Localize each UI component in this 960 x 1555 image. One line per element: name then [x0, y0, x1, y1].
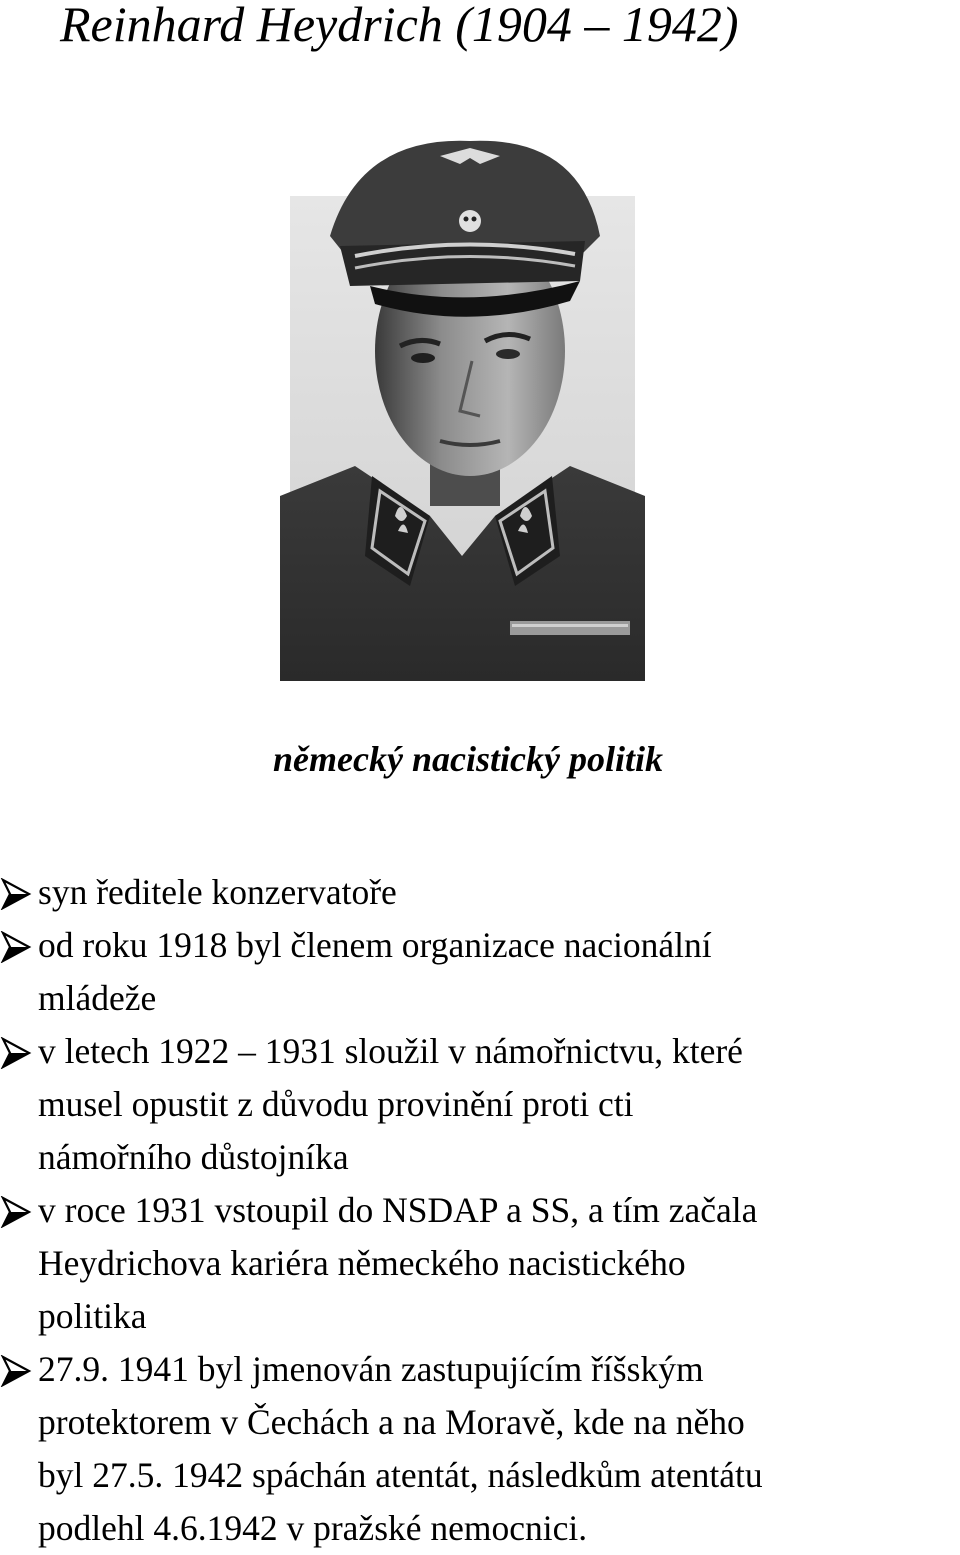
bullet-text-line: syn ředitele konzervatoře: [38, 872, 397, 912]
bullet-text-line: mládeže: [38, 978, 157, 1018]
bullet-item: [0, 919, 960, 1025]
bullet-text-line: protektorem v Čechách a na Moravě, kde na něho: [38, 1402, 745, 1442]
subtitle: německý nacistický politik: [273, 739, 663, 779]
bullet-text-line: od roku 1918 byl členem organizace nacionální: [38, 925, 712, 965]
bullet-text-line: 27.9. 1941 byl jmenován zastupujícím říšským: [38, 1349, 704, 1389]
bullet-text-line: v letech 1922 – 1931 sloužil v námořnictvu, které: [38, 1031, 743, 1071]
bullet-item: [0, 1184, 960, 1343]
bullet-text-line: politika: [38, 1296, 147, 1336]
page-title: Reinhard Heydrich (1904 – 1942): [60, 0, 739, 52]
bullet-text-line: v roce 1931 vstoupil do NSDAP a SS, a tím začala: [38, 1190, 758, 1230]
bullet-text-line: podlehl 4.6.1942 v pražské nemocnici.: [38, 1508, 588, 1548]
bullet-item: [0, 1025, 960, 1184]
bullet-text-line: námořního důstojníka: [38, 1137, 349, 1177]
portrait-photo: [280, 136, 645, 681]
arrow-bullet-icon: [0, 878, 32, 910]
arrow-bullet-icon: [0, 931, 32, 963]
bullet-text-line: byl 27.5. 1942 spáchán atentát, následkům atentátu: [38, 1455, 763, 1495]
bullet-item: [0, 866, 960, 919]
arrow-bullet-icon: [0, 1355, 32, 1387]
arrow-bullet-icon: [0, 1037, 32, 1069]
bullet-item: [0, 1343, 960, 1555]
bullet-text-line: musel opustit z důvodu provinění proti cti: [38, 1084, 634, 1124]
bullet-list: [0, 866, 960, 1555]
arrow-bullet-icon: [0, 1196, 32, 1228]
bullet-text-line: Heydrichova kariéra německého nacistického: [38, 1243, 686, 1283]
